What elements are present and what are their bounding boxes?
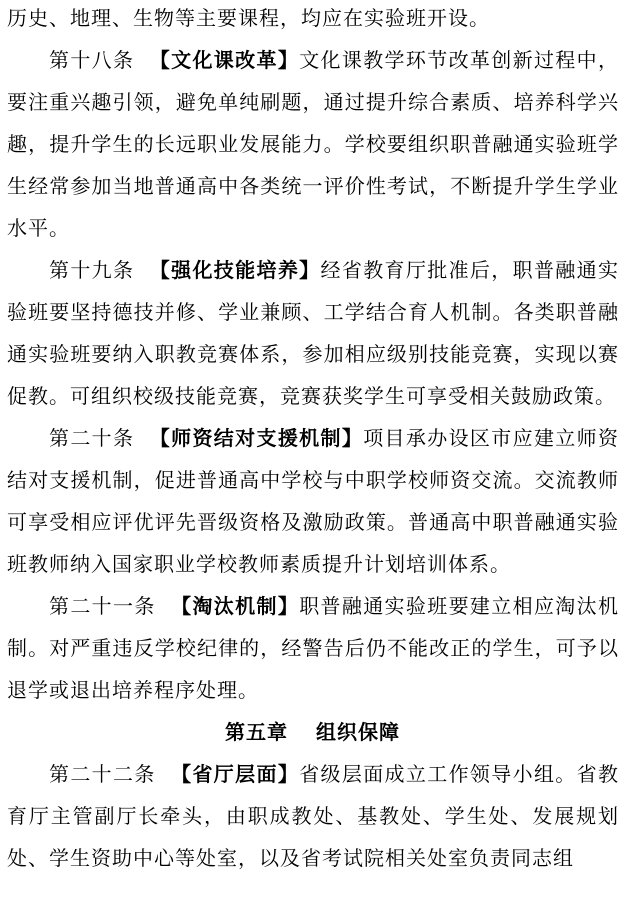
article-title: 【淘汰机制】: [171, 594, 300, 618]
chapter-number: 第五章: [225, 720, 288, 744]
article-21: [0, 585, 625, 711]
article-number: 第十八条: [49, 48, 135, 72]
article-19: [0, 249, 625, 417]
article-body: 项目承办设区市应建立师资结对支援机制，促进普通高中学校与中职学校师资交流。交流教师可享受相应评优评先晋级资格及激励政策。普通高中职普融通实验班教师纳入国家职业学校教师素质提升计划培训体系。: [7, 426, 619, 576]
chapter-heading: [0, 711, 625, 753]
article-body: 文化课教学环节改革创新过程中，要注重兴趣引领，避免单纯刷题，通过提升综合素质、培养科学兴趣，提升学生的长远职业发展能力。学校要组织职普融通实验班学生经常参加当地普通高中各类统一评价性考试，不断提升学生学业水平。: [7, 48, 619, 240]
article-number: 第二十条: [49, 426, 135, 450]
article-title: 【省厅层面】: [171, 762, 300, 786]
paragraph-continuation: 历史、地理、生物等主要课程，均应在实验班开设。: [7, 6, 490, 30]
article-body: 经省教育厅批准后，职普融通实验班要坚持德技并修、学业兼顾、工学结合育人机制。各类职普融通实验班要纳入职教竞赛体系，参加相应级别技能竞赛，实现以赛促教。可组织校级技能竞赛，竞赛获奖学生可享受相关鼓励政策。: [7, 258, 619, 408]
article-22: [0, 753, 625, 879]
article-18: [0, 39, 625, 249]
article-20: [0, 417, 625, 585]
article-title: 【强化技能培养】: [149, 258, 321, 282]
article-body: 职普融通实验班要建立相应淘汰机制。对严重违反学校纪律的，经警告后仍不能改正的学生，可予以退学或退出培养程序处理。: [7, 594, 619, 702]
article-number: 第二十一条: [49, 594, 156, 618]
article-number: 第二十二条: [49, 762, 156, 786]
article-title: 【文化课改革】: [149, 48, 300, 72]
article-number: 第十九条: [49, 258, 135, 282]
article-body: 省级层面成立工作领导小组。省教育厅主管副厅长牵头，由职成教处、基教处、学生处、发展规划处、学生资助中心等处室，以及省考试院相关处室负责同志组: [7, 762, 619, 870]
article-title: 【师资结对支援机制】: [149, 426, 364, 450]
chapter-title: 组织保障: [316, 720, 400, 744]
